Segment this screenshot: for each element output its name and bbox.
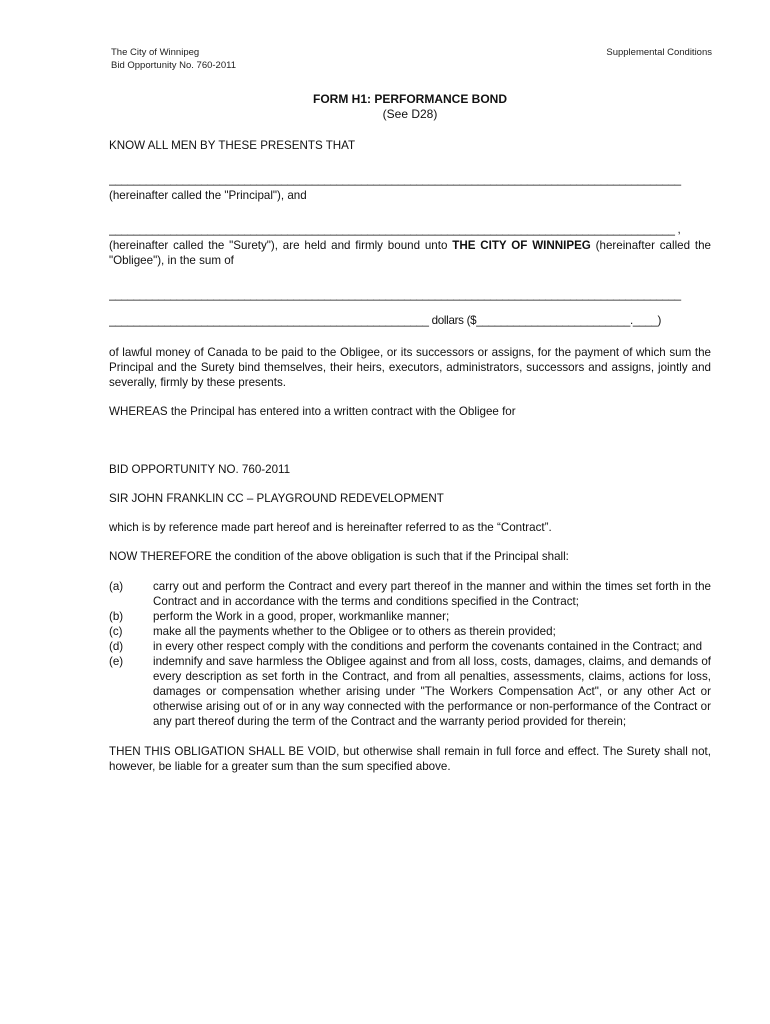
- condition-item: [109, 639, 711, 654]
- header-bid-number: Bid Opportunity No. 760-2011: [111, 60, 236, 71]
- surety-blank-line[interactable]: ____________________________________________________________________________________________ ,: [109, 223, 681, 236]
- surety-text-b: (hereinafter called the "Obligee"), in the sum of: [109, 239, 711, 267]
- condition-item: [109, 579, 711, 609]
- condition-item: [109, 609, 711, 624]
- form-title: FORM H1: PERFORMANCE BOND: [313, 92, 507, 106]
- conditions-list: [109, 579, 711, 729]
- condition-text: perform the Work in a good, proper, workmanlike manner;: [153, 610, 450, 623]
- sum-blank-line-2[interactable]: ____________________________________________________ dollars ($_________________________.____): [109, 314, 662, 327]
- condition-label: (d): [109, 640, 124, 653]
- principal-label: (hereinafter called the "Principal"), and: [109, 189, 307, 202]
- condition-label: (a): [109, 580, 124, 593]
- condition-text: in every other respect comply with the conditions and perform the covenants contained in the Contract; and: [153, 640, 703, 653]
- condition-label: (c): [109, 625, 123, 638]
- header-section-title: Supplemental Conditions: [606, 47, 712, 58]
- condition-text: make all the payments whether to the Obligee or to others as therein provided;: [153, 625, 556, 638]
- header-left: [111, 46, 236, 72]
- reference-paragraph: which is by reference made part hereof and is hereinafter referred to as the “Contract”.: [109, 521, 552, 534]
- obligation-void-paragraph: THEN THIS OBLIGATION SHALL BE VOID, but otherwise shall remain in full force and effect. The Surety shall not, however, be liable for a greater sum than the sum specified above.: [109, 745, 711, 773]
- condition-label: (e): [109, 655, 124, 668]
- form-subtitle: (See D28): [382, 107, 438, 121]
- whereas-paragraph: WHEREAS the Principal has entered into a written contract with the Obligee for: [109, 405, 516, 418]
- surety-text-a: (hereinafter called the "Surety"), are held and firmly bound unto: [109, 239, 453, 252]
- condition-label: (b): [109, 610, 124, 623]
- principal-blank-line[interactable]: _____________________________________________________________________________________________: [109, 173, 681, 186]
- condition-item: [109, 654, 711, 729]
- obligee-name: THE CITY OF WINNIPEG: [452, 239, 591, 252]
- surety-clause: [109, 238, 711, 268]
- know-all-text: KNOW ALL MEN BY THESE PRESENTS THAT: [109, 139, 356, 152]
- now-therefore-paragraph: NOW THEREFORE the condition of the above obligation is such that if the Principal shall:: [109, 550, 569, 563]
- lawful-money-paragraph: of lawful money of Canada to be paid to the Obligee, or its successors or assigns, for the payment of which sum the Principal and the Surety bind themselves, their heirs, executors, administrators, successors and assigns, jointly and severally, firmly by these presents.: [109, 346, 711, 389]
- sum-blank-line-1[interactable]: _____________________________________________________________________________________________: [109, 288, 681, 301]
- condition-text: carry out and perform the Contract and every part thereof in the manner and within the times set forth in the Contract and in accordance with the terms and conditions specified in the Contract;: [153, 580, 711, 608]
- bid-opportunity-number: BID OPPORTUNITY NO. 760-2011: [109, 463, 291, 476]
- project-name: SIR JOHN FRANKLIN CC – PLAYGROUND REDEVELOPMENT: [109, 492, 444, 505]
- header-organization: The City of Winnipeg: [111, 47, 200, 58]
- form-body: [109, 92, 711, 774]
- condition-item: [109, 624, 711, 639]
- form-title-block: [109, 92, 711, 122]
- condition-text: indemnify and save harmless the Obligee against and from all loss, costs, damages, claims, and demands of every description as set forth in the Contract, and from all penalties, assessments, claims, actions for loss, damages or compensation whether arising under "The Workers Compensation Act", or any other Act or otherwise arising out of or in any way connected with the performance or non-performance of the Contract or any part thereof during the term of the Contract and the warranty period provided for therein;: [153, 655, 711, 728]
